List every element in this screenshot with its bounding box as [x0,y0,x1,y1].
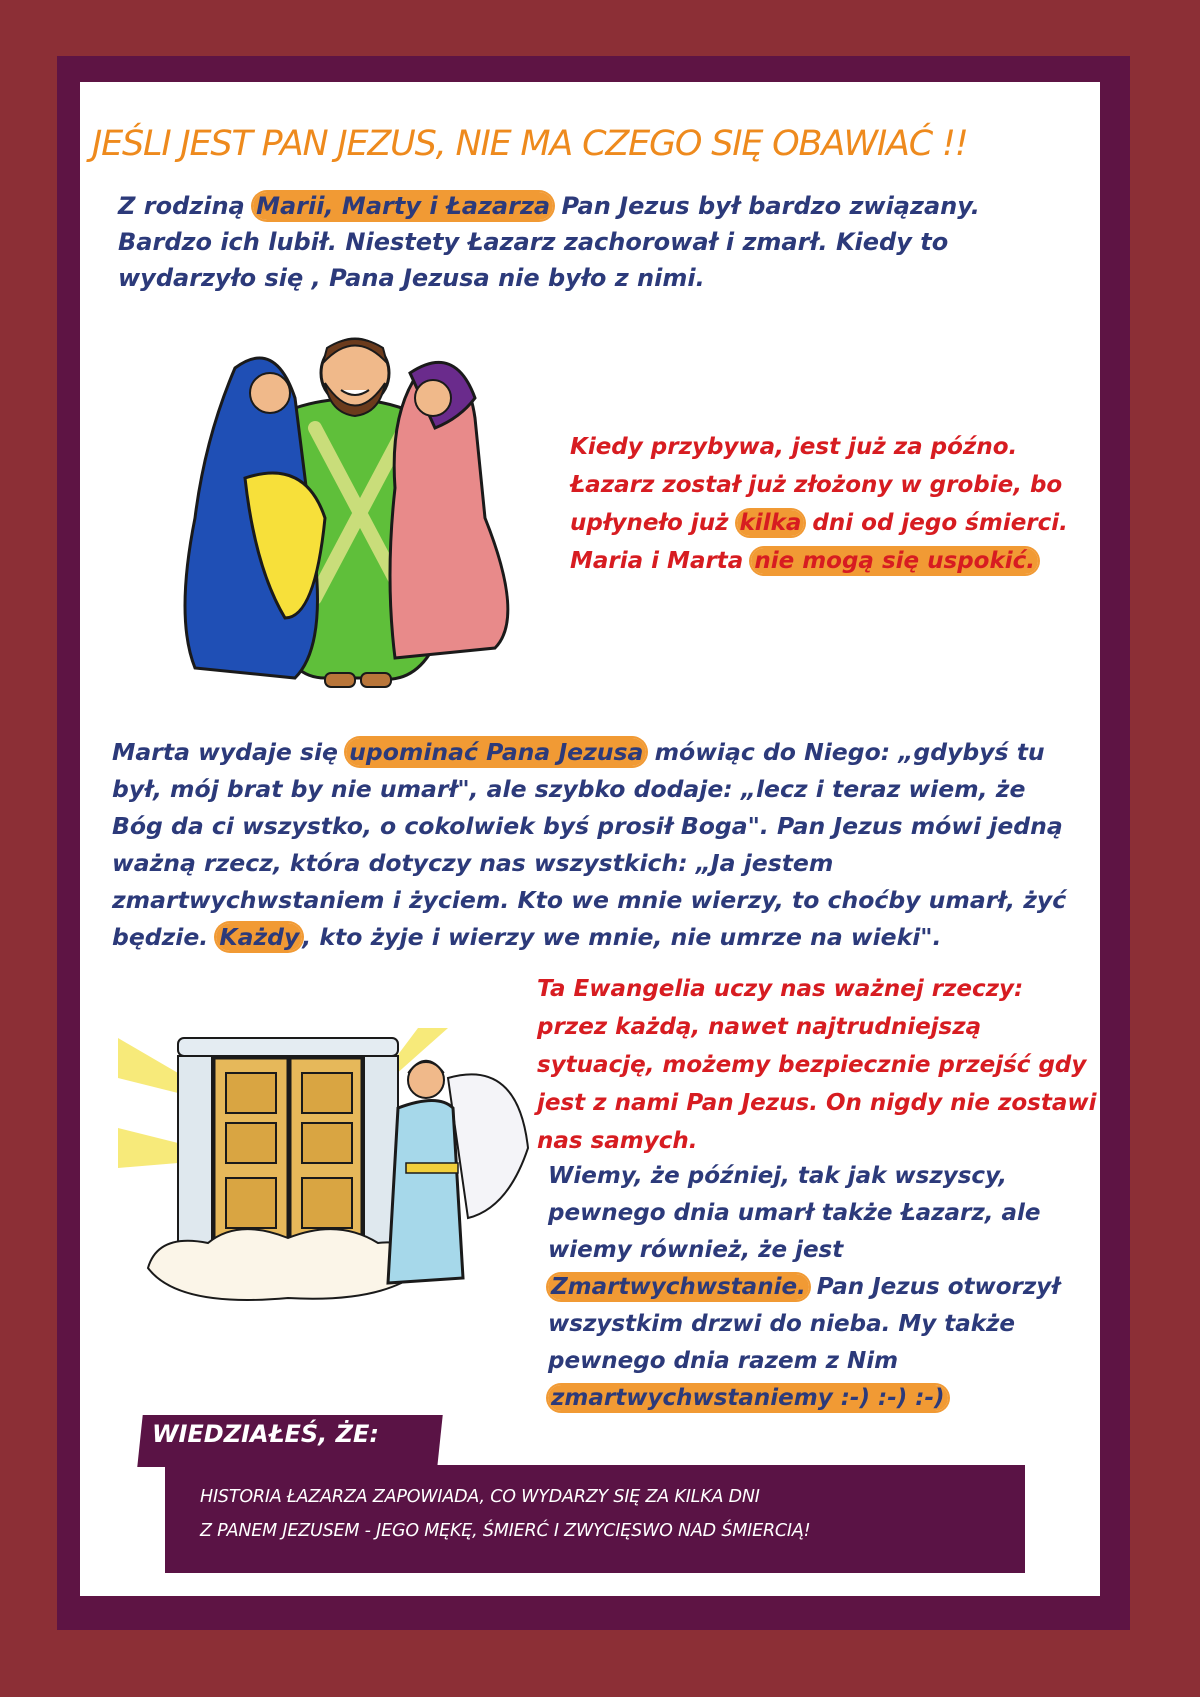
did-you-know-line-2: Z PANEM JEZUSEM - JEGO MĘKĘ, ŚMIERĆ I ZWYCIĘSWO NAD ŚMIERCIĄ! [200,1521,811,1541]
highlight-zmartwychwstaniemy: zmartwychwstaniemy :-) :-) :-) [548,1385,948,1411]
highlight-names: Marii, Marty i Łazarza [253,192,553,220]
martha-paragraph: Marta wydaje się upominać Pana Jezusa mówiąc do Niego: „gdybyś tu był, mój brat by nie umarł", ale szybko dodaje: „lecz i teraz wiem, że Bóg da ci wszystko, o cokolwiek byś prosił Boga". Pan Jezus mówi jedną ważną rzecz, która dotyczy nas wszystkich: „Ja jestem zmartwychwstaniem i życiem. Kto we mnie wierzy, to choćby umarł, żyć będzie. Każdy , kto żyje i wierzy we mnie, nie umrze na wieki". [112,738,1067,951]
did-you-know-text [200,1480,1020,1548]
did-you-know-line-1: HISTORIA ŁAZARZA ZAPOWIADA, CO WYDARZY SIĘ ZA KILKA DNI [200,1487,760,1507]
gospel-lesson-paragraph: Ta Ewangelia uczy nas ważnej rzeczy: przez każdą, nawet najtrudniejszą sytuację, możemy bezpiecznie przejść gdy jest z nami Pan Jezus. On nigdy nie zostawi nas samych. [537,976,1097,1154]
martha-figure [390,362,508,658]
intro-paragraph: Z rodziną Marii, Marty i Łazarza Pan Jezus był bardzo związany. Bardzo ich lubił. Niestety Łazarz zachorował i zmarł. Kiedy to wydarzyło się , Pana Jezusa nie było z nimi. [118,192,980,292]
highlight-kazdy: Każdy [216,923,302,951]
angel-figure [388,1061,528,1284]
arrival-paragraph: Kiedy przybywa, jest już za późno. Łazarz został już złożony w grobie, bo upłyneło już kilka dni od jego śmierci. Maria i Marta nie mogą się uspokić. [570,434,1068,574]
highlight-kilka: kilka [737,510,805,536]
heaven-gate-angel-illustration [118,1018,538,1308]
gate [178,1038,398,1258]
highlight-zmartwychwstanie: Zmartwychwstanie. [548,1274,809,1300]
did-you-know-title: WIEDZIAŁEŚ, ŻE: [152,1420,380,1448]
jesus-with-sisters-illustration [175,318,535,718]
highlight-nie-moga: nie mogą się uspokić. [751,548,1038,574]
resurrection-paragraph: Wiemy, że później, tak jak wszyscy, pewnego dnia umarł także Łazarz, ale wiemy również, że jest Zmartwychwstanie. Pan Jezus otworzył wszystkim drzwi do nieba. My także pewnego dnia razem z Nim zmartwychwstaniemy :-) :-) :-) [548,1163,1060,1411]
highlight-upominac: upominać Pana Jezusa [346,738,646,766]
page-title: JEŚLI JEST PAN JEZUS, NIE MA CZEGO SIĘ OBAWIAĆ !! [92,124,968,164]
